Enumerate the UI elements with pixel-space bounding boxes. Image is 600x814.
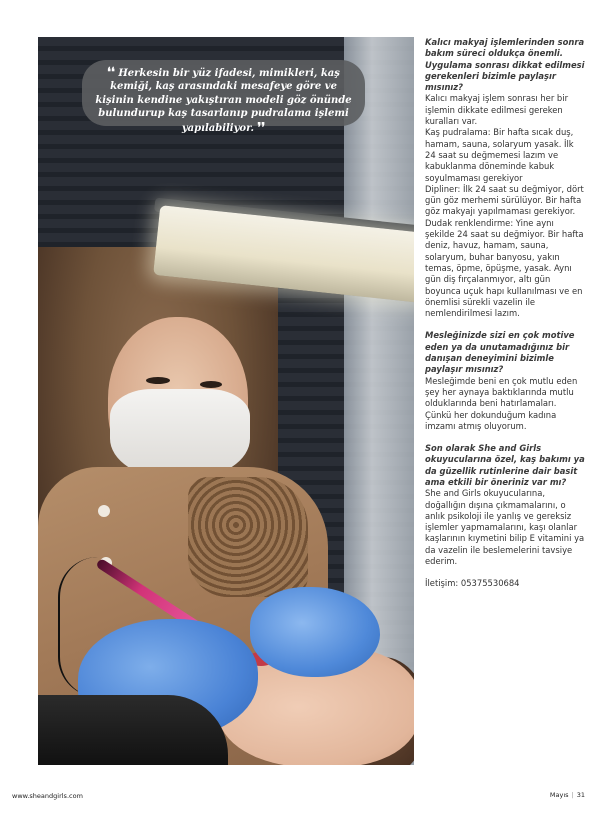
issue-month: Mayıs [549,791,569,799]
answer-1-dipliner: Dipliner: İlk 24 saat su değmiyor, dört gün göz merhemi sürülüyor. Bir hafta göz makyajı yapılmaması gerekiyor. [425,183,584,217]
spacer [425,432,585,443]
article-text-column [425,37,585,590]
lace-collar [188,477,308,597]
answer-1-kas: Kaş pudralama: Bir hafta sıcak duş, hamam, sauna, solaryum yasak. İlk 24 saat su değmemesi lazım ve kabuklanma döneminde kabuk soyulmaması gerekiyor [425,127,574,183]
footer-separator: | [571,791,574,799]
question-2: Mesleğinizde sizi en çok motive eden ya da unutamadığınız bir danışan deneyimini bizimle paylaşır mısınız? [425,330,575,375]
shirt-button [98,505,110,517]
answer-1-intro: Kalıcı makyaj işlem sonrası her bir işlemin dikkate edilmesi gereken kuralları var. [425,93,569,127]
pull-quote-text: Herkesin bir yüz ifadesi, mimikleri, kaş kemiği, kaş arasındaki mesafeye göre ve kişinin kendine yakıştıran modeli göz önünde bulundurup kaş tasarlanıp pudralama işlemi yapılabiliyor. [95,68,352,134]
client-shoulder [38,695,228,765]
website-link[interactable]: www.sheandgirls.com [12,792,83,800]
page-number: 31 [576,791,585,799]
article-photo [38,37,414,765]
artist-eye [200,381,222,388]
close-quote-icon: ❜❜ [257,119,266,134]
spacer [425,319,585,330]
open-quote-icon: ❛❛ [107,65,115,79]
contact-info: İletişim: 05375530684 [425,578,520,589]
blue-glove-right [250,587,380,677]
answer-2: Mesleğimde beni en çok mutlu eden şey her aynaya baktıklarında mutlu olduklarında beni hatırlamaları. Çünkü her dokunduğum kadına imzamı atmış oluyorum. [425,375,578,431]
answer-1-dudak: Dudak renklendirme: Yine aynı şekilde 24 saat su değmiyor. Bir hafta deniz, havuz, hamam, sauna, solaryum, buhar banyosu, yakın temas, öpme, öpüşme, yasak. Aynı gün diş fırçalanmıyor, altı gün boyunca uçuk hapı kullanılması ve en önemlisi sürekli vazelin ile nemlendirilmesi lazım. [425,217,584,319]
face-mask [110,389,250,479]
artist-eye [146,377,170,384]
question-1: Kalıcı makyaj işlemlerinden sonra bakım süreci oldukça önemli. Uygulama sonrası dikkat edilmesi gerekenleri bizimle paylaşır mısınız? [425,37,585,93]
page-footer [550,791,585,799]
pull-quote [82,60,365,134]
question-3: Son olarak She and Girls okuyucularına özel, kaş bakımı ya da güzellik rutinlerine dair basit ama etkili bir öneriniz var mı? [425,443,585,487]
answer-3: She and Girls okuyucularına, doğallığın dışına çıkmamalarını, o anlık psikoloji ile yanlış ve gereksiz işlemler yapmamalarını, kaşı olanlar kaşlarının kıymetini bilip E vitamini ya da vazelin ile beslemelerini tavsiye ederim. [425,488,585,567]
